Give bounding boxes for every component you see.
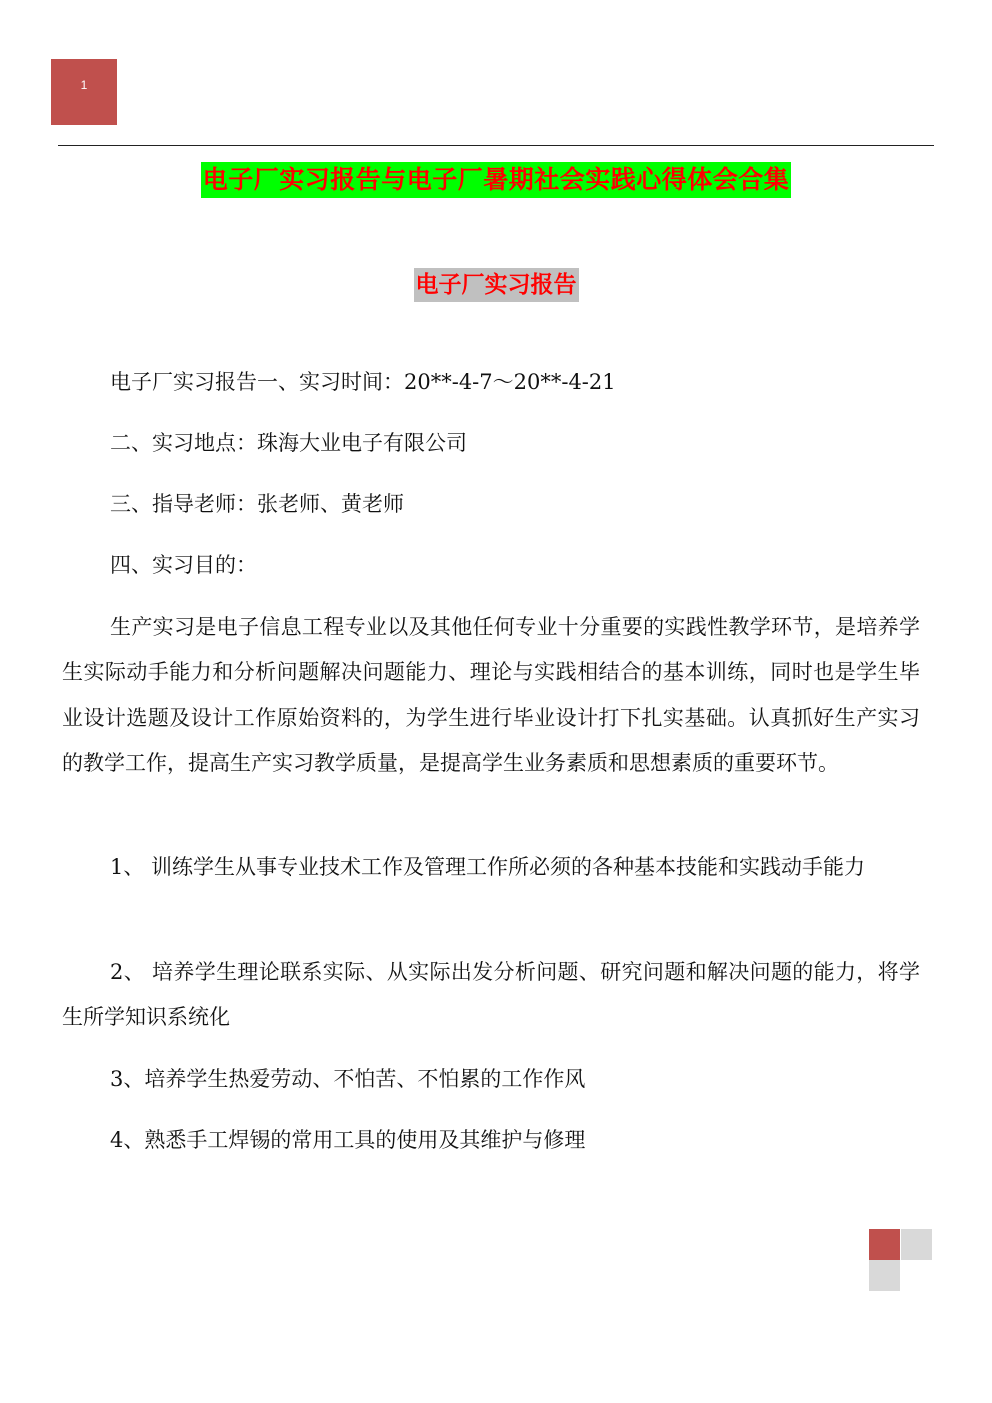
internship-time: 电子厂实习报告一、实习时间：20**-4-7～20**-4-21	[110, 370, 616, 394]
corner-decoration-gray-bottom	[869, 1260, 900, 1291]
corner-decoration-red	[869, 1229, 900, 1260]
internship-purpose-heading: 四、实习目的：	[110, 553, 257, 577]
section-title: 电子厂实习报告	[414, 268, 579, 302]
internship-teacher: 三、指导老师：张老师、黄老师	[110, 492, 404, 516]
section-title-container	[0, 268, 992, 302]
internship-place: 二、实习地点：珠海大业电子有限公司	[110, 431, 467, 455]
main-title-container	[0, 162, 992, 198]
list-item-2: 2、 培养学生理论联系实际、从实际出发分析问题、研究问题和解决问题的能力，将学生所学知识系统化	[62, 960, 920, 1030]
main-title: 电子厂实习报告与电子厂暑期社会实践心得体会合集	[201, 162, 792, 198]
list-item-3: 3、培养学生热爱劳动、不怕苦、不怕累的工作作风	[110, 1067, 586, 1091]
corner-decoration-gray-right	[901, 1229, 932, 1260]
header-rule	[58, 145, 934, 146]
page-number-badge: 1	[51, 59, 117, 125]
intro-paragraph: 生产实习是电子信息工程专业以及其他任何专业十分重要的实践性教学环节，是培养学生实际动手能力和分析问题解决问题能力、理论与实践相结合的基本训练，同时也是学生毕业设计选题及设计工作原始资料的，为学生进行毕业设计打下扎实基础。认真抓好生产实习的教学工作，提高生产实习教学质量，是提高学生业务素质和思想素质的重要环节。	[62, 615, 920, 775]
list-item-4: 4、熟悉手工焊锡的常用工具的使用及其维护与修理	[110, 1128, 586, 1152]
list-item-1: 1、 训练学生从事专业技术工作及管理工作所必须的各种基本技能和实践动手能力	[110, 855, 866, 879]
